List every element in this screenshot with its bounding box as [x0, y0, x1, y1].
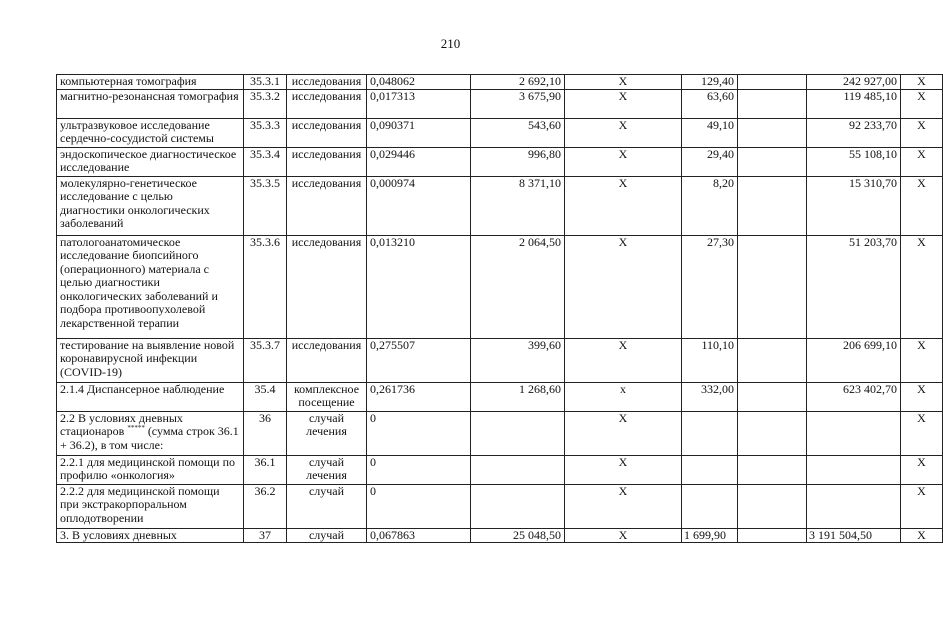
row-norm: 0,090371	[367, 118, 471, 147]
table-row	[57, 411, 943, 455]
table-row	[57, 382, 943, 411]
row-code: 35.4	[244, 382, 287, 411]
row-unit: исследования	[287, 75, 367, 90]
row-mark-2: X	[901, 89, 943, 118]
row-mark-2: X	[901, 176, 943, 235]
row-sum: 55 108,10	[807, 147, 901, 176]
row-unit: исследования	[287, 118, 367, 147]
row-name: 2.1.4 Диспансерное наблюдение	[57, 382, 244, 411]
row-empty-cell	[738, 147, 807, 176]
row-value: 29,40	[682, 147, 738, 176]
table-row	[57, 455, 943, 484]
row-value: 332,00	[682, 382, 738, 411]
row-mark-2: X	[901, 118, 943, 147]
row-mark-2: X	[901, 382, 943, 411]
row-cost: 2 692,10	[471, 75, 565, 90]
table-row	[57, 147, 943, 176]
row-cost	[471, 455, 565, 484]
row-empty-cell	[738, 455, 807, 484]
row-code: 35.3.2	[244, 89, 287, 118]
row-code: 36	[244, 411, 287, 455]
row-empty-cell	[738, 118, 807, 147]
row-cost: 399,60	[471, 338, 565, 382]
row-cost: 996,80	[471, 147, 565, 176]
row-value: 129,40	[682, 75, 738, 90]
row-cost	[471, 484, 565, 528]
norms-table	[56, 74, 943, 543]
row-code: 36.2	[244, 484, 287, 528]
row-empty-cell	[738, 89, 807, 118]
row-empty-cell	[738, 411, 807, 455]
row-name: молекулярно-генетическое исследование с целью диагностики онкологических заболеваний	[57, 176, 244, 235]
row-mark: X	[565, 176, 682, 235]
row-sum: 51 203,70	[807, 235, 901, 338]
row-unit: случай лечения	[287, 455, 367, 484]
row-norm: 0,048062	[367, 75, 471, 90]
row-sum	[807, 484, 901, 528]
row-name: тестирование на выявление новой коронавирусной инфекции (COVID-19)	[57, 338, 244, 382]
row-value: 27,30	[682, 235, 738, 338]
row-mark: X	[565, 338, 682, 382]
table-row	[57, 89, 943, 118]
row-empty-cell	[738, 484, 807, 528]
row-norm: 0,017313	[367, 89, 471, 118]
row-norm: 0,013210	[367, 235, 471, 338]
row-sum: 242 927,00	[807, 75, 901, 90]
row-code: 35.3.5	[244, 176, 287, 235]
row-name: ультразвуковое исследование сердечно-сосудистой системы	[57, 118, 244, 147]
row-empty-cell	[738, 338, 807, 382]
row-name: 2.2.1 для медицинской помощи по профилю «онкология»	[57, 455, 244, 484]
row-cost	[471, 411, 565, 455]
row-sum	[807, 455, 901, 484]
row-name: 3. В условиях дневных	[57, 528, 244, 543]
table-row	[57, 176, 943, 235]
row-mark: х	[565, 382, 682, 411]
row-unit: исследования	[287, 235, 367, 338]
row-norm: 0	[367, 484, 471, 528]
row-mark: X	[565, 528, 682, 543]
row-mark-2: X	[901, 455, 943, 484]
row-code: 35.3.6	[244, 235, 287, 338]
row-name	[57, 411, 244, 455]
footnote-marker: *****	[127, 424, 145, 432]
row-mark: X	[565, 235, 682, 338]
row-empty-cell	[738, 75, 807, 90]
row-unit: исследования	[287, 89, 367, 118]
row-mark: X	[565, 89, 682, 118]
row-cost: 1 268,60	[471, 382, 565, 411]
row-code: 35.3.3	[244, 118, 287, 147]
row-mark-2: X	[901, 411, 943, 455]
row-code: 35.3.1	[244, 75, 287, 90]
row-unit: случай	[287, 528, 367, 543]
row-value: 49,10	[682, 118, 738, 147]
table-row	[57, 484, 943, 528]
row-norm: 0,000974	[367, 176, 471, 235]
row-mark-2: X	[901, 528, 943, 543]
row-empty-cell	[738, 235, 807, 338]
table-row	[57, 75, 943, 90]
row-value: 1 699,90	[682, 528, 738, 543]
row-norm: 0,029446	[367, 147, 471, 176]
row-norm: 0	[367, 455, 471, 484]
row-norm: 0,275507	[367, 338, 471, 382]
row-mark: X	[565, 75, 682, 90]
row-mark-2: X	[901, 147, 943, 176]
row-cost: 543,60	[471, 118, 565, 147]
row-sum: 15 310,70	[807, 176, 901, 235]
row-value	[682, 484, 738, 528]
row-value: 110,10	[682, 338, 738, 382]
row-cost: 3 675,90	[471, 89, 565, 118]
row-norm: 0,067863	[367, 528, 471, 543]
row-mark-2: X	[901, 75, 943, 90]
row-code: 35.3.4	[244, 147, 287, 176]
row-norm: 0	[367, 411, 471, 455]
row-sum: 119 485,10	[807, 89, 901, 118]
row-sum: 3 191 504,50	[807, 528, 901, 543]
row-empty-cell	[738, 382, 807, 411]
row-empty-cell	[738, 528, 807, 543]
row-name-part: 2.2 В условиях дневных стационаров	[60, 410, 183, 438]
row-mark-2: X	[901, 484, 943, 528]
table-row	[57, 528, 943, 543]
row-sum	[807, 411, 901, 455]
row-name-part: (сумма строк 36.1 + 36.2), в том числе:	[60, 424, 239, 452]
row-unit: случай лечения	[287, 411, 367, 455]
row-name: патологоанатомическое исследование биопсийного (операционного) материала с целью диагностики онкологических заболеваний и подбора противоопухолевой лекарственной терапии	[57, 235, 244, 338]
page-number: 210	[440, 36, 461, 51]
row-unit: исследования	[287, 338, 367, 382]
row-mark: X	[565, 147, 682, 176]
row-mark: X	[565, 484, 682, 528]
row-unit: исследования	[287, 147, 367, 176]
row-value: 63,60	[682, 89, 738, 118]
row-mark: X	[565, 455, 682, 484]
row-empty-cell	[738, 176, 807, 235]
row-name: эндоскопическое диагностическое исследование	[57, 147, 244, 176]
row-name: компьютерная томография	[57, 75, 244, 90]
row-mark-2: X	[901, 338, 943, 382]
row-value	[682, 411, 738, 455]
row-code: 35.3.7	[244, 338, 287, 382]
row-unit: случай	[287, 484, 367, 528]
row-code: 37	[244, 528, 287, 543]
row-cost: 2 064,50	[471, 235, 565, 338]
row-unit: исследования	[287, 176, 367, 235]
row-unit: комплексное посещение	[287, 382, 367, 411]
row-name: 2.2.2 для медицинской помощи при экстракорпоральном оплодотворении	[57, 484, 244, 528]
row-mark-2: X	[901, 235, 943, 338]
row-mark: X	[565, 411, 682, 455]
row-sum: 206 699,10	[807, 338, 901, 382]
row-sum: 92 233,70	[807, 118, 901, 147]
table-row	[57, 235, 943, 338]
row-value: 8,20	[682, 176, 738, 235]
row-code: 36.1	[244, 455, 287, 484]
row-value	[682, 455, 738, 484]
row-cost: 8 371,10	[471, 176, 565, 235]
row-cost: 25 048,50	[471, 528, 565, 543]
row-name: магнитно-резонансная томография	[57, 89, 244, 118]
row-mark: X	[565, 118, 682, 147]
row-sum: 623 402,70	[807, 382, 901, 411]
table-row	[57, 118, 943, 147]
table-row	[57, 338, 943, 382]
row-norm: 0,261736	[367, 382, 471, 411]
